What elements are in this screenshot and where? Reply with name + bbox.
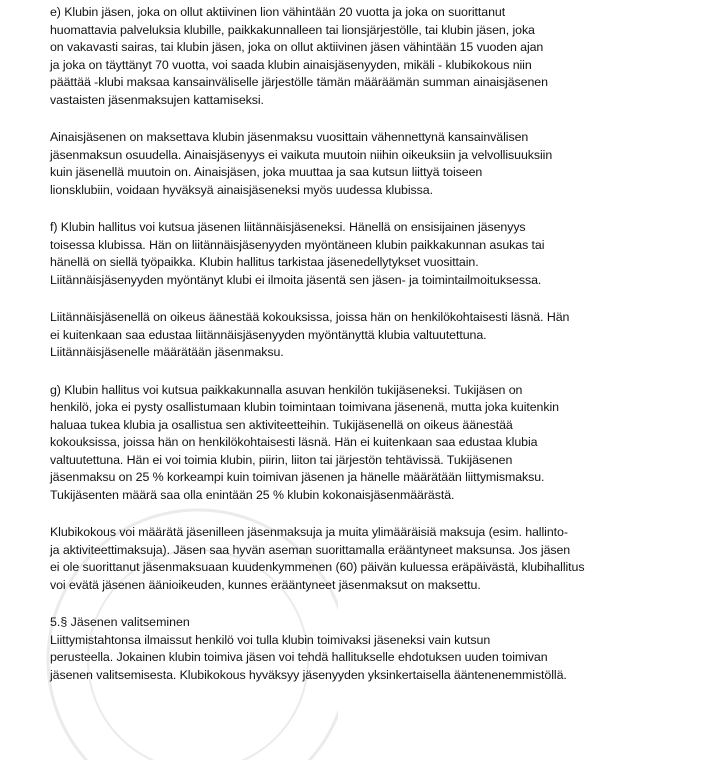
paragraph-liitannaisjasen [50,309,715,362]
text-line: on vakavasti sairas, tai klubin jäsen, joka on ollut aktiivinen jäsen vähintään 15 vuoden ajan [50,40,544,54]
text-line: haluaa tukea klubia ja osallistua sen aktiviteetteihin. Tukijäsenellä on oikeus äänestää [50,417,513,432]
text-line: perusteella. Jokainen klubin toimiva jäsen voi tehdä hallitukselle ehdotuksen uuden toimivan [50,650,548,664]
text-line: Liittymistahtonsa ilmaissut henkilö voi tulla klubin toimivaksi jäseneksi vain kutsun [50,632,491,647]
text-line: valtuutettuna. Hän ei voi toimia klubin, piirin, liiton tai järjestön tehtävissä. Tukijäsenen [50,452,513,467]
text-line: lionsklubiin, voidaan hyväksyä ainaisjäseneksi myös uudessa klubissa. [50,182,433,197]
paragraph-g [50,382,715,505]
text-line: hänellä on siellä työpaikka. Klubin hallitus tarkistaa jäsenedellytykset vuosittain. [50,255,479,269]
paragraph-f [50,219,715,289]
text-line: ja joka on täyttänyt 70 vuotta, voi saada klubin ainaisjäsenyyden, mikäli - klubikokous niin [50,57,532,72]
text-line: Liitännäisjäsenyyden myöntänyt klubi ei ilmoita jäsentä sen jäsen- ja toimintailmoituksessa. [50,272,542,287]
text-line: ja aktiviteettimaksuja). Jäsen saa hyvän aseman suorittamalla erääntyneet maksunsa. Jos jäsen [50,542,571,557]
text-line: päättää -klubi maksaa kansainväliselle järjestölle tämän määräämän summan ainaisjäsenen [50,75,548,89]
text-line: jäsenmaksun osuudella. Ainaisjäsenyys ei vaikuta muutoin niihin oikeuksiin ja velvollisuuksiin [50,147,553,162]
text-line: toisessa klubissa. Hän on liitännäisjäsenyyden myöntäneen klubin paikkakunnan asukas tai [50,237,545,252]
text-line: Liitännäisjäsenellä on oikeus äänestää kokouksissa, joissa hän on henkilökohtaisesti läsnä. Hän [50,310,570,324]
text-line: Klubikokous voi määrätä jäsenilleen jäsenmaksuja ja muita ylimääräisiä maksuja (esim. hallinto- [50,525,568,539]
paragraph-maksut [50,524,715,594]
text-line: henkilö, joka ei pysty osallistumaan klubin toimintaan toimivana jäsenenä, mutta joka kuitenkin [50,400,559,414]
text-line: kuin jäsenellä muutoin on. Ainaisjäsen, joka muuttaa ja saa kutsun liittyä toiseen [50,165,483,179]
text-line: jäsenmaksu on 25 % korkeampi kuin toimivan jäsenen ja hänelle määrätään liittymismaksu. [50,470,545,484]
paragraph-ainaisjasen [50,129,715,199]
text-line: huomattavia palveluksia klubille, paikkakunnalleen tai lionsjärjestölle, tai klubin jäsen, joka [50,22,535,37]
text-line: Tukijäsenten määrä saa olla enintään 25 % klubin kokonaisjäsenmäärästä. [50,487,455,502]
text-line: f) Klubin hallitus voi kutsua jäsenen liitännäisjäseneksi. Hänellä on ensisijainen jäsenyys [50,220,526,234]
text-line: ei ole suorittanut jäsenmaksuaan kuudenkymmenen (60) päivän kuluessa eräpäivästä, klubihallitus [50,560,585,574]
text-line: ei kuitenkaan saa edustaa liitännäisjäsenyyden myöntänyttä klubia valtuutettuna. [50,327,487,342]
text-line: voi evätä jäsenen äänioikeuden, kunnes erääntyneet jäsenmaksut on maksettu. [50,577,481,592]
section-5 [50,614,715,684]
text-line: Ainaisjäsenen on maksettava klubin jäsenmaksu vuosittain vähennettynä kansainvälisen [50,130,529,144]
text-line: e) Klubin jäsen, joka on ollut aktiivinen lion vähintään 20 vuotta ja joka on suorittanut [50,5,506,19]
section-heading: 5.§ Jäsenen valitseminen [50,615,190,629]
text-line: jäsenen valitsemisesta. Klubikokous hyväksyy jäsenyyden yksinkertaisella ääntenenemmistöllä. [50,667,567,682]
text-line: Liitännäisjäsenelle määrätään jäsenmaksu. [50,345,284,359]
document-body [50,4,715,704]
text-line: vastaisten jäsenmaksujen kattamiseksi. [50,92,264,107]
text-line: g) Klubin hallitus voi kutsua paikkakunnalla asuvan henkilön tukijäseneksi. Tukijäsen on [50,382,523,397]
text-line: kokouksissa, joissa hän on henkilökohtaisesti läsnä. Hän ei kuitenkaan saa edustaa klubia [50,435,538,449]
paragraph-e [50,4,715,109]
